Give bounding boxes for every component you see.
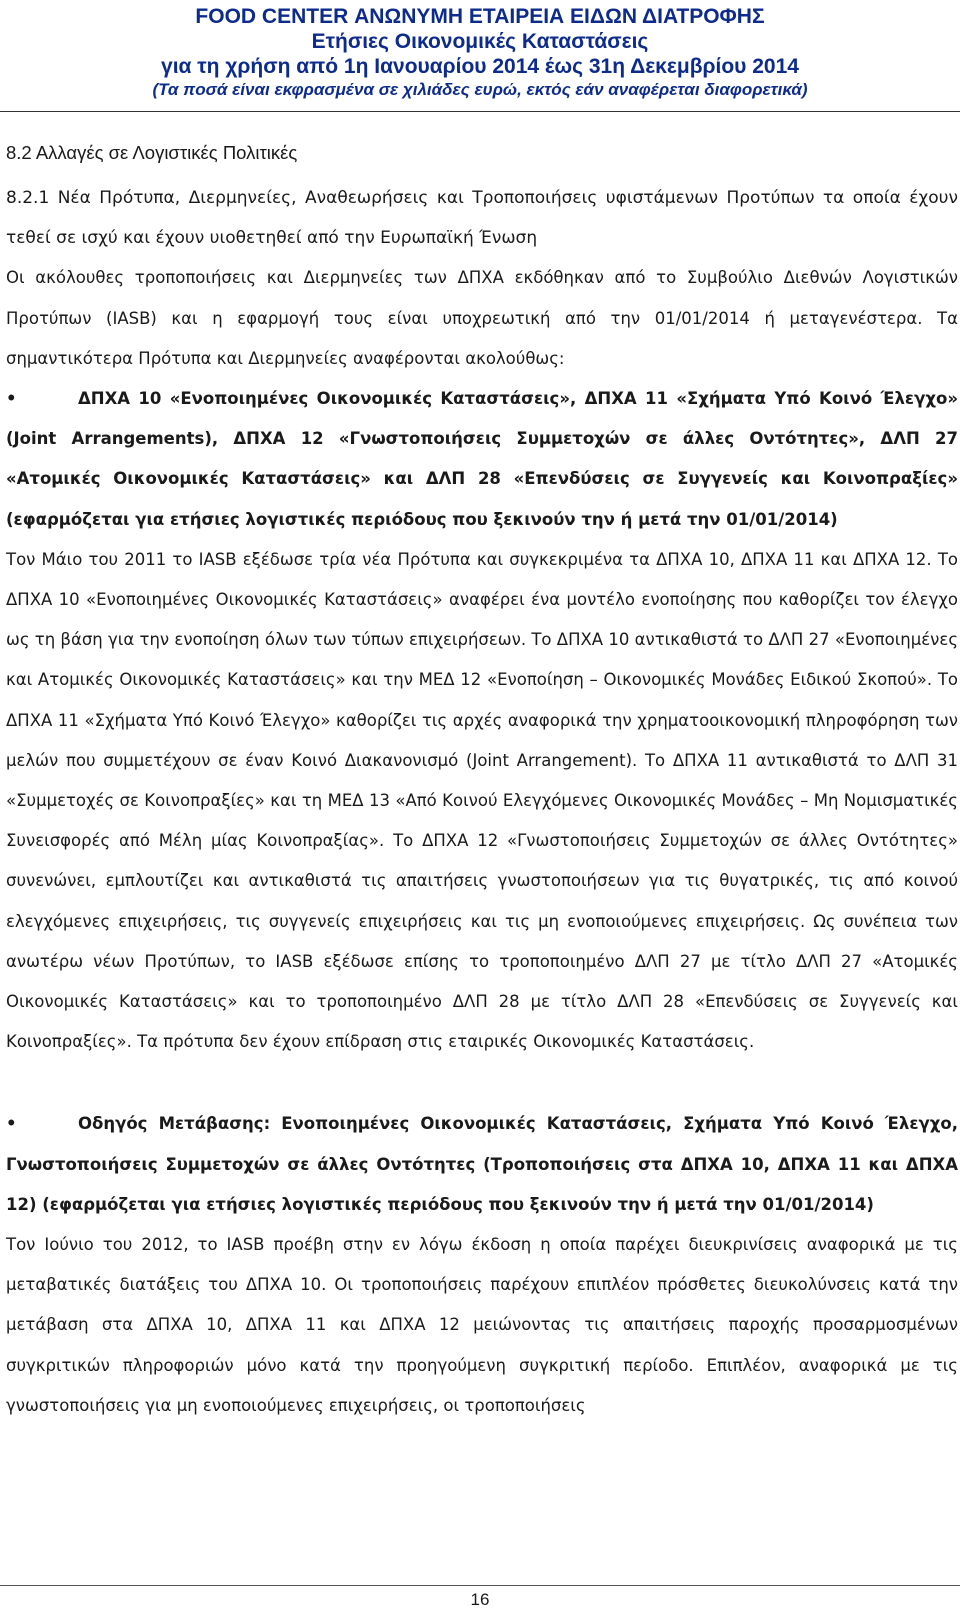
bullet-body-ifrs10-11-12: Τον Μάιο του 2011 το IASB εξέδωσε τρία νέα Πρότυπα και συγκεκριμένα τα ΔΠΧΑ 10, ΔΠΧΑ 11 και ΔΠΧΑ 12. Το ΔΠΧΑ 10 «Ενοποιημένες Οικονομικές Καταστάσεις» αναφέρει ένα μοντέλο ενοποίησης που καθορίζει τον έλεγχο ως τη βάση για την ενοποίηση όλων των τύπων επιχειρήσεων. Το ΔΠΧΑ 10 αντικαθιστά το ΔΛΠ 27 «Ενοποιημένες και Ατομικές Οικονομικές Καταστάσεις» και την ΜΕΔ 12 «Ενοποίηση – Οικονομικές Μονάδες Ειδικού Σκοπού». Το ΔΠΧΑ 11 «Σχήματα Υπό Κοινό Έλεγχο» καθορίζει τις αρχές αναφορικά την χρηματοοικονομική πληροφόρηση των μελών που συμμετέχουν σε έναν Κοινό Διακανονισμό (Joint Arrangement). Το ΔΠΧΑ 11 αντικαθιστά το ΔΛΠ 31 «Συμμετοχές σε Κοινοπραξίες» και τη ΜΕΔ 13 «Από Κοινού Ελεγχόμενες Οικονομικές Μονάδες – Μη Νομισματικές Συνεισφορές από Μέλη μίας Κοινοπραξίας». Το ΔΠΧΑ 12 «Γνωστοποιήσεις Συμμετοχών σε άλλες Οντότητες» συνενώνει, εμπλουτίζει και αντικαθιστά τις απαιτήσεις γνωστοποιήσεων για τις θυγατρικές, τις από κοινού ελεγχόμενες επιχειρήσεις, τις συγγενείς επιχειρήσεις και τις μη ενοποιούμενες επιχειρήσεις. Ως συνέπεια των ανωτέρω νέων Προτύπων, το IASB εξέδωσε επίσης το τροποποιημένο ΔΛΠ 27 με τίτλο ΔΛΠ 27 «Ατομικές Οικονομικές Καταστάσεις» και το τροποποιημένο ΔΛΠ 28 με τίτλο ΔΛΠ 28 «Επενδύσεις σε Συγγενείς και Κοινοπραξίες». Τα πρότυπα δεν έχουν επίδραση στις εταιρικές Οικονομικές Καταστάσεις. xyxy=(6,549,958,1052)
currency-note: (Τα ποσά είναι εκφρασμένα σε χιλιάδες ευρώ, εκτός εάν αναφέρεται διαφορετικά) xyxy=(152,80,808,99)
bullet-icon: • xyxy=(6,1114,17,1134)
footer-divider xyxy=(0,1585,960,1586)
page-number: 16 xyxy=(470,1590,490,1609)
bullet-heading-ifrs10-11-12 xyxy=(6,379,958,540)
report-period: για τη χρήση από 1η Ιανουαρίου 2014 έως 31η Δεκεμβρίου 2014 xyxy=(161,55,799,78)
paragraph-gap xyxy=(6,1062,958,1104)
bullet-heading-transition-guide xyxy=(6,1104,958,1225)
intro-paragraph: Οι ακόλουθες τροποποιήσεις και Διερμηνείες των ΔΠΧΑ εκδόθηκαν από το Συμβούλιο Διεθνών Λογιστικών Προτύπων (IASB) και η εφαρμογή τους είναι υποχρεωτική από την 01/01/2014 ή μεταγενέστερα. Τα σημαντικότερα Πρότυπα και Διερμηνείες αναφέρονται ακολούθως: xyxy=(6,268,958,368)
document-header xyxy=(0,4,960,101)
company-name: FOOD CENTER ΑΝΩΝΥΜΗ ΕΤΑΙΡΕΙΑ ΕΙΔΩΝ ΔΙΑΤΡΟΦΗΣ xyxy=(195,5,765,28)
subsection-title: 8.2.1 Νέα Πρότυπα, Διερμηνείες, Αναθεωρήσεις και Τροποποιήσεις υφιστάμενων Προτύπων τα οποία έχουν τεθεί σε ισχύ και έχουν υιοθετηθεί από την Ευρωπαϊκή Ένωση xyxy=(6,188,958,249)
bullet-body-transition-guide: Τον Ιούνιο του 2012, το IASB προέβη στην εν λόγω έκδοση η οποία παρέχει διευκρινίσεις αναφορικά με τις μεταβατικές διατάξεις του ΔΠΧΑ 10. Οι τροποποιήσεις παρέχουν επιπλέον πρόσθετες διευκολύνσεις κατά την μετάβαση στα ΔΠΧΑ 10, ΔΠΧΑ 11 και ΔΠΧΑ 12 μειώνοντας τις απαιτήσεις παροχής προσαρμοσμένων συγκριτικών πληροφοριών μόνο κατά την προηγούμενη συγκριτική περίοδο. Επιπλέον, αναφορικά με τις γνωστοποιήσεις για μη ενοποιούμενες επιχειρήσεις, οι τροποποιήσεις xyxy=(6,1235,958,1415)
document-body xyxy=(6,133,958,1426)
bullet-heading-text: ΔΠΧΑ 10 «Ενοποιημένες Οικονομικές Καταστάσεις», ΔΠΧΑ 11 «Σχήματα Υπό Κοινό Έλεγχο» (Joint Arrangements), ΔΠΧΑ 12 «Γνωστοποιήσεις Συμμετοχών σε άλλες Οντότητες», ΔΛΠ 27 «Ατομικές Οικονομικές Καταστάσεις» και ΔΛΠ 28 «Επενδύσεις σε Συγγενείς και Κοινοπραξίες» (εφαρμόζεται για ετήσιες λογιστικές περιόδους που ξεκινούν την ή μετά την 01/01/2014) xyxy=(6,389,958,529)
section-title: 8.2 Αλλαγές σε Λογιστικές Πολιτικές xyxy=(6,142,298,163)
bullet-icon: • xyxy=(6,389,17,409)
bullet-heading-text: Οδηγός Μετάβασης: Ενοποιημένες Οικονομικές Καταστάσεις, Σχήματα Υπό Κοινό Έλεγχο, Γνωστοποιήσεις Συμμετοχών σε άλλες Οντότητες (Τροποποιήσεις στα ΔΠΧΑ 10, ΔΠΧΑ 11 και ΔΠΧΑ 12) (εφαρμόζεται για ετήσιες λογιστικές περιόδους που ξεκινούν την ή μετά την 01/01/2014) xyxy=(6,1114,958,1214)
header-divider xyxy=(0,111,960,112)
report-title: Ετήσιες Οικονομικές Καταστάσεις xyxy=(311,30,649,53)
